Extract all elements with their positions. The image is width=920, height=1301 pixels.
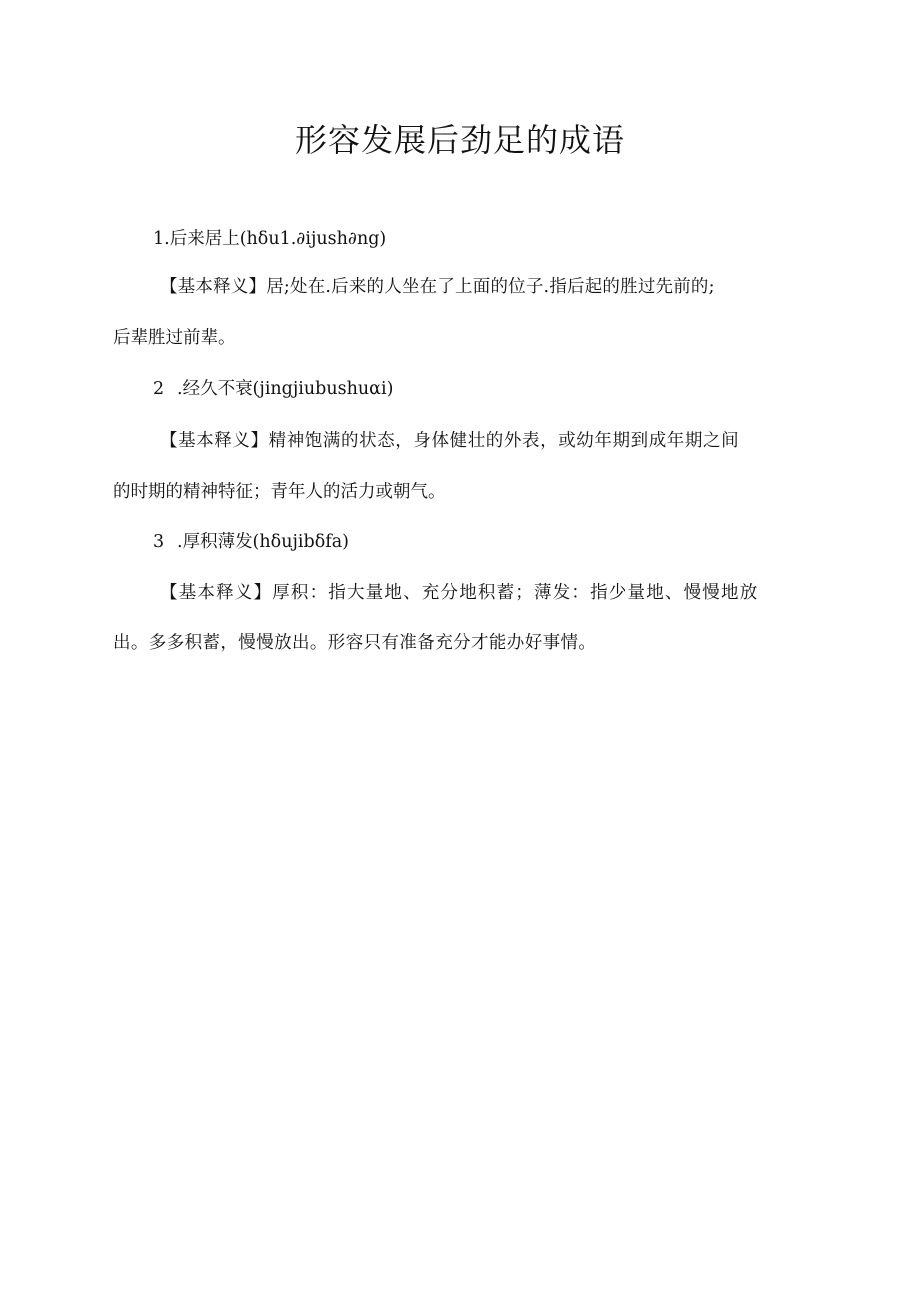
definition-text-1b: 后辈胜过前辈。: [113, 328, 236, 348]
entry-definition-1: [0, 274, 810, 300]
entry-number-1: 1.: [153, 229, 170, 249]
definition-label-1: 【基本释义】: [160, 277, 267, 297]
entry-heading-2: [0, 376, 920, 402]
definition-label-2: 【基本释义】: [160, 431, 269, 451]
entry-title-1: 后来居上(hδu1.∂ijush∂ng): [169, 229, 387, 249]
entry-heading-1: [0, 226, 920, 252]
entry-title-2: .经久不衰(jingjiubushuαi): [177, 379, 394, 399]
definition-text-2b: 的时期的精神特征；青年人的活力或朝气。: [113, 482, 446, 502]
entry-definition-3: [0, 580, 810, 606]
definition-text-3a: 厚积：指大量地、充分地积蓄；薄发：指少量地、慢慢地放: [272, 583, 759, 603]
entry-number-2: 2: [153, 379, 165, 399]
definition-label-3: 【基本释义】: [160, 583, 273, 603]
entry-definition-2: [0, 428, 810, 454]
definition-text-2a: 精神饱满的状态，身体健壮的外表，或幼年期到成年期之间: [268, 431, 740, 451]
entry-definition-3-cont: [0, 630, 813, 656]
entry-definition-1-cont: [0, 325, 813, 351]
entry-definition-2-cont: [0, 479, 813, 505]
entry-number-3: 3: [153, 532, 165, 552]
definition-text-3b: 出。多多积蓄，慢慢放出。形容只有准备充分才能办好事情。: [113, 633, 597, 653]
entry-heading-3: [0, 529, 920, 555]
definition-text-1a: 居;处在.后来的人坐在了上面的位子.指后起的胜过先前的;: [266, 277, 715, 297]
page-title: 形容发展后劲足的成语: [294, 121, 625, 159]
entry-title-3: .厚积薄发(hδujibδfa): [177, 532, 349, 552]
